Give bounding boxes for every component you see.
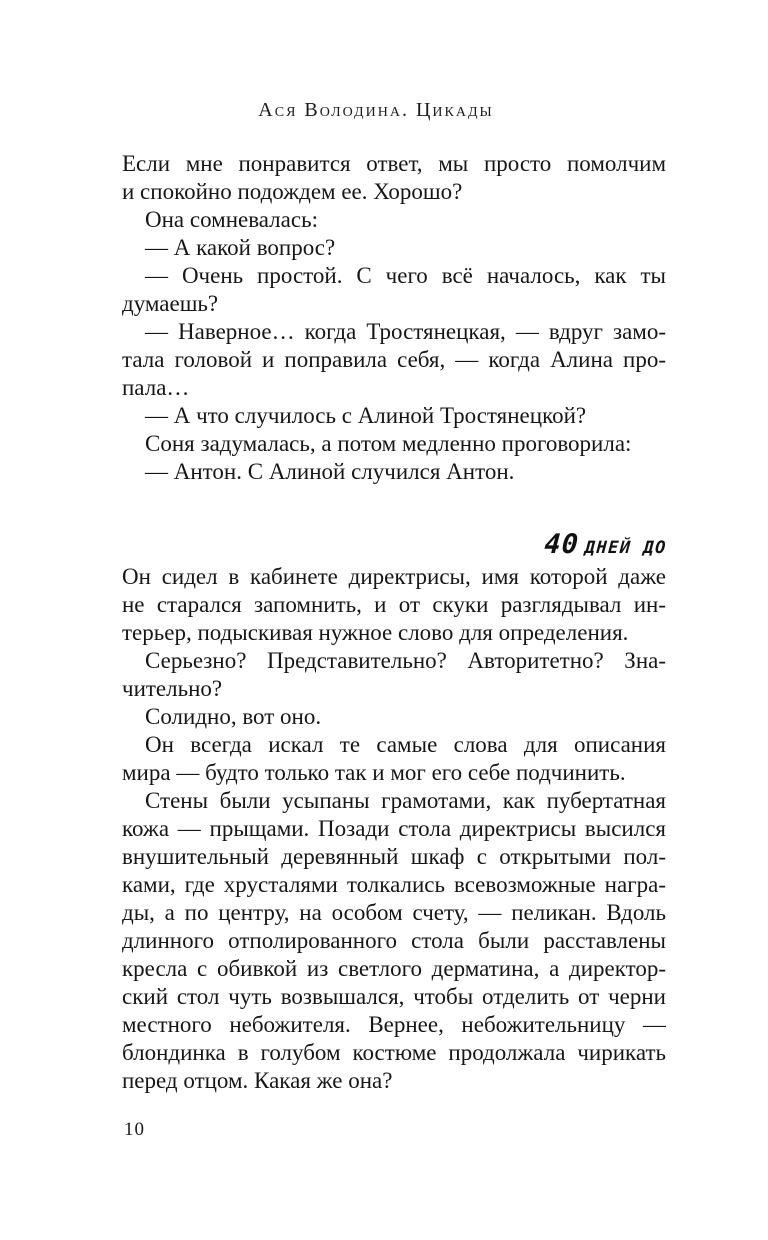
text-line: Он сидел в кабинете директрисы, имя которой даже [122, 564, 666, 589]
running-header: Ася Володина. Цикады [258, 99, 494, 121]
text-line: кресла с обивкой из светлого дерматина, а директор- [122, 956, 666, 981]
text-line: Соня задумалась, а потом медленно проговорила: [145, 431, 632, 456]
text-line: не старался запомнить, и от скуки разглядывал ин- [122, 592, 666, 617]
text-line: пала… [122, 375, 190, 400]
text-line: — Наверное… когда Тростянецкая, — вдруг замо- [145, 319, 666, 344]
text-line: — Антон. С Алиной случился Антон. [145, 459, 515, 484]
section-break-heading [122, 530, 668, 560]
text-line: внушительный деревянный шкаф с открытыми пол- [122, 844, 666, 869]
text-line: кожа — прыщами. Позади стола директрисы высился [122, 816, 666, 841]
body-text-before-break [122, 150, 666, 486]
body-text-after-break [122, 563, 666, 1095]
text-line: Серьезно? Представительно? Авторитетно? Зна- [145, 648, 666, 673]
text-line: местного небожителя. Вернее, небожительницу — [122, 1012, 666, 1037]
text-line: ками, где хрусталями толкались всевозможные награ- [122, 872, 666, 897]
section-break-countdown-label: ДНЕЙ ДО [583, 538, 668, 558]
page-number: 10 [124, 1119, 145, 1140]
text-line: Солидно, вот оно. [145, 704, 322, 729]
text-line: чительно? [122, 676, 223, 701]
text-line: — А какой вопрос? [145, 235, 336, 260]
text-line: и спокойно подождем ее. Хорошо? [122, 179, 463, 204]
text-line: терьер, подыскивая нужное слово для определения. [122, 620, 629, 645]
section-break-countdown-number: 40 [543, 529, 581, 560]
text-line: ды, а по центру, на особом счету, — пеликан. Вдоль [122, 900, 666, 925]
text-line: ский стол чуть возвышался, чтобы отделить от черни [122, 984, 666, 1009]
text-line: мира — будто только так и мог его себе подчинить. [122, 760, 626, 785]
text-line: тала головой и поправила себя, — когда Алина про- [122, 347, 666, 372]
text-line: Он всегда искал те самые слова для описания [145, 732, 666, 757]
text-line: — А что случилось с Алиной Тростянецкой? [145, 403, 587, 428]
text-line: длинного отполированного стола были расставлены [122, 928, 666, 953]
text-line: перед отцом. Какая же она? [122, 1068, 393, 1093]
text-line: думаешь? [122, 291, 219, 316]
text-line: Она сомневалась: [145, 207, 318, 232]
text-line: — Очень простой. С чего всё началось, как ты [145, 263, 666, 288]
text-line: блондинка в голубом костюме продолжала чирикать [122, 1040, 666, 1065]
text-line: Стены были усыпаны грамотами, как пубертатная [145, 788, 666, 813]
text-line: Если мне понравится ответ, мы просто помолчим [122, 151, 666, 176]
